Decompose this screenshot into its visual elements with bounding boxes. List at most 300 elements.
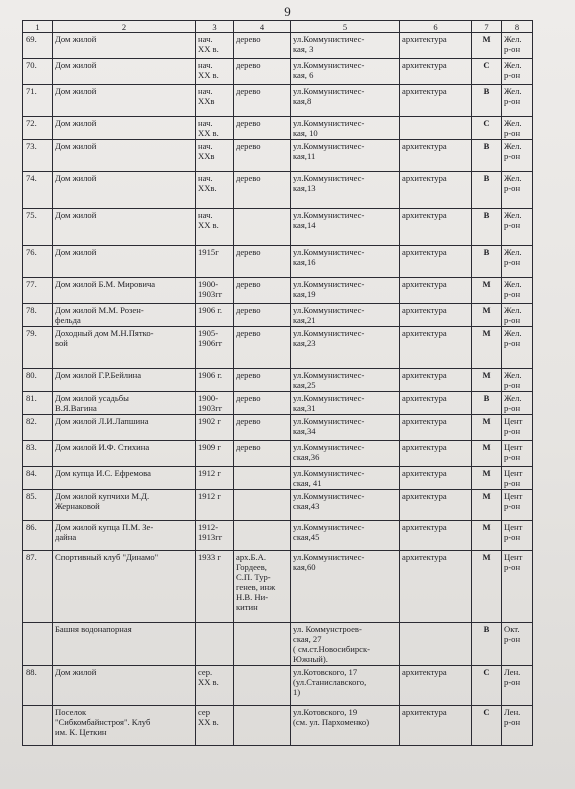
column-number-row [23, 21, 533, 33]
cell-district-line: р-он [504, 151, 521, 161]
cell-date-line: 1915г [198, 247, 219, 257]
cell-name-line: Дом жилой [55, 667, 97, 677]
cell-address-line: (ул.Станиславского, [293, 677, 367, 687]
table-row [23, 278, 533, 304]
cell-district [502, 441, 533, 467]
cell-address [291, 369, 400, 392]
cell-name [53, 369, 196, 392]
cell-district [502, 246, 533, 278]
cell-address [291, 467, 400, 490]
cell-address-line: ( см.ст.Новосибирск- [293, 644, 371, 654]
cell-district [502, 304, 533, 327]
cell-number: 70. [23, 59, 53, 85]
cell-district-line: Жел. [504, 305, 522, 315]
cell-number: 78. [23, 304, 53, 327]
cell-district-line: р-он [504, 426, 521, 436]
cell-name [53, 140, 196, 172]
cell-date [196, 551, 234, 623]
cell-address-line: ул.Коммунистичес- [293, 141, 365, 151]
cell-type: архитектура [400, 706, 472, 746]
cell-district-line: Жел. [504, 173, 522, 183]
cell-district-line: Жел. [504, 247, 522, 257]
cell-date-line: XX в. [198, 44, 219, 54]
cell-district-line: Жел. [504, 60, 522, 70]
cell-name-line: им. К. Цеткин [55, 727, 107, 737]
cell-date-line: 1903гг [198, 403, 223, 413]
cell-number: 73. [23, 140, 53, 172]
cell-address [291, 623, 400, 666]
cell-type: архитектура [400, 551, 472, 623]
cell-name-line: Доходный дом М.Н.Пятко- [55, 328, 154, 338]
cell-district [502, 140, 533, 172]
column-number: 4 [234, 21, 291, 33]
cell-name-line: Дом жилой [55, 210, 97, 220]
cell-date [196, 490, 234, 521]
cell-district [502, 467, 533, 490]
cell-address [291, 441, 400, 467]
cell-material-line: дерево [236, 370, 261, 380]
table-row [23, 369, 533, 392]
cell-district [502, 666, 533, 706]
cell-material-line: дерево [236, 141, 261, 151]
cell-date-line: 1902 г [198, 416, 221, 426]
cell-name-line: Дом жилой Б.М. Мировича [55, 279, 156, 289]
cell-number: 75. [23, 209, 53, 246]
cell-category: М [472, 490, 502, 521]
cell-district-line: Цент [504, 416, 523, 426]
cell-number: 72. [23, 117, 53, 140]
table-row [23, 490, 533, 521]
cell-material [234, 666, 291, 706]
cell-date-line: XXв [198, 96, 215, 106]
cell-date-line: 1912 г [198, 491, 221, 501]
cell-date-line: 1905- [198, 328, 219, 338]
cell-material [234, 623, 291, 666]
cell-category: С [472, 59, 502, 85]
cell-date-line: 1906гг [198, 338, 223, 348]
cell-type: архитектура [400, 209, 472, 246]
cell-material [234, 490, 291, 521]
cell-type: архитектура [400, 441, 472, 467]
cell-address [291, 706, 400, 746]
cell-address-line: ул.Коммунистичес- [293, 468, 365, 478]
cell-district-line: р-он [504, 634, 521, 644]
cell-material-line: дерево [236, 442, 261, 452]
cell-address [291, 85, 400, 117]
cell-address-line: ул.Коммунистичес- [293, 442, 365, 452]
cell-name-line: Дом жилой И.Ф. Стихина [55, 442, 150, 452]
cell-material-line: дерево [236, 279, 261, 289]
cell-address [291, 209, 400, 246]
cell-address [291, 327, 400, 369]
cell-name [53, 327, 196, 369]
cell-address-line: ул.Коммунистичес- [293, 393, 365, 403]
cell-type: архитектура [400, 666, 472, 706]
cell-category: М [472, 467, 502, 490]
column-number: 3 [196, 21, 234, 33]
cell-category: М [472, 278, 502, 304]
cell-type: архитектура [400, 246, 472, 278]
cell-number: 84. [23, 467, 53, 490]
cell-name-line: вой [55, 338, 68, 348]
table-row [23, 59, 533, 85]
cell-district-line: р-он [504, 562, 521, 572]
cell-name-line: Дом жилой [55, 247, 97, 257]
cell-district [502, 415, 533, 441]
cell-district [502, 59, 533, 85]
cell-district [502, 551, 533, 623]
cell-address-line: кая,8 [293, 96, 312, 106]
cell-date-line: сер. [198, 667, 213, 677]
cell-material-line: дерево [236, 247, 261, 257]
cell-category: В [472, 172, 502, 209]
cell-material-line: дерево [236, 393, 261, 403]
column-number: 8 [502, 21, 533, 33]
cell-district [502, 490, 533, 521]
table-row [23, 521, 533, 551]
cell-date-line: сер [198, 707, 211, 717]
cell-address [291, 140, 400, 172]
cell-number: 79. [23, 327, 53, 369]
cell-number: 81. [23, 392, 53, 415]
cell-date-line: XXв [198, 151, 215, 161]
cell-name [53, 441, 196, 467]
cell-number: 71. [23, 85, 53, 117]
cell-district-line: р-он [504, 452, 521, 462]
cell-address [291, 246, 400, 278]
cell-category: С [472, 666, 502, 706]
cell-number: 69. [23, 33, 53, 59]
cell-date [196, 85, 234, 117]
cell-date-line: нач. [198, 118, 213, 128]
cell-district-line: Жел. [504, 86, 522, 96]
cell-name-line: Дом жилой [55, 34, 97, 44]
cell-district [502, 521, 533, 551]
cell-district-line: р-он [504, 128, 521, 138]
cell-address-line: кая,16 [293, 257, 316, 267]
cell-name-line: Дом жилой Г.Р.Бейлина [55, 370, 142, 380]
cell-date-line: 1913гг [198, 532, 223, 542]
cell-number: 86. [23, 521, 53, 551]
cell-name [53, 623, 196, 666]
cell-name-line: Дом купца И.С. Ефремова [55, 468, 151, 478]
cell-number: 87. [23, 551, 53, 623]
cell-district-line: р-он [504, 315, 521, 325]
cell-address-line: кая,34 [293, 426, 316, 436]
table-row [23, 623, 533, 666]
cell-material [234, 59, 291, 85]
table-row [23, 666, 533, 706]
cell-material [234, 327, 291, 369]
cell-name-line: Дом жилой [55, 86, 97, 96]
cell-date [196, 623, 234, 666]
cell-category: М [472, 33, 502, 59]
cell-number [23, 623, 53, 666]
cell-material [234, 304, 291, 327]
cell-material-line: дерево [236, 416, 261, 426]
cell-district-line: р-он [504, 70, 521, 80]
cell-address-line: кая,31 [293, 403, 316, 413]
cell-name-line: Дом жилой [55, 141, 97, 151]
cell-address-line: ская,36 [293, 452, 320, 462]
cell-district [502, 117, 533, 140]
cell-address-line: (см. ул. Пархоменко) [293, 717, 370, 727]
cell-district-line: Жел. [504, 328, 522, 338]
cell-address-line: ул.Коммунистичес- [293, 305, 365, 315]
cell-district [502, 33, 533, 59]
cell-number [23, 706, 53, 746]
cell-name-line: Дом жилой М.М. Розен- [55, 305, 144, 315]
column-number: 6 [400, 21, 472, 33]
table-row [23, 551, 533, 623]
cell-district-line: Жел. [504, 370, 522, 380]
cell-date [196, 172, 234, 209]
cell-name-line: Дом жилой [55, 118, 97, 128]
cell-district-line: Окт. [504, 624, 520, 634]
cell-address-line: ул.Коммунистичес- [293, 491, 365, 501]
cell-address-line: 1) [293, 687, 301, 697]
table-row [23, 392, 533, 415]
cell-name [53, 246, 196, 278]
cell-type: архитектура [400, 278, 472, 304]
cell-name-line: Дом жилой [55, 173, 97, 183]
cell-date [196, 327, 234, 369]
cell-date [196, 304, 234, 327]
cell-number: 82. [23, 415, 53, 441]
cell-name [53, 172, 196, 209]
cell-date-line: XX в. [198, 220, 219, 230]
cell-name [53, 209, 196, 246]
cell-district-line: Цент [504, 522, 523, 532]
cell-district-line: Жел. [504, 279, 522, 289]
table-row [23, 209, 533, 246]
cell-address-line: кая,14 [293, 220, 316, 230]
cell-district [502, 369, 533, 392]
cell-date [196, 392, 234, 415]
table-row [23, 467, 533, 490]
cell-district [502, 392, 533, 415]
cell-district-line: Жел. [504, 141, 522, 151]
cell-address-line: кая,23 [293, 338, 316, 348]
cell-date-line: 1900- [198, 279, 219, 289]
cell-date-line: 1903гг [198, 289, 223, 299]
cell-date-line: 1933 г [198, 552, 221, 562]
cell-address-line: ул.Котовского, 17 [293, 667, 358, 677]
cell-address-line: кая,13 [293, 183, 316, 193]
table-row [23, 117, 533, 140]
cell-district [502, 706, 533, 746]
cell-date [196, 415, 234, 441]
cell-name-line: Дом жилой купца П.М. Зе- [55, 522, 154, 532]
cell-date-line: XX в. [198, 677, 219, 687]
cell-date-line: нач. [198, 141, 213, 151]
cell-district [502, 327, 533, 369]
cell-date-line: нач. [198, 34, 213, 44]
cell-material-line: дерево [236, 60, 261, 70]
cell-address [291, 33, 400, 59]
cell-name-line: Дом жилой [55, 60, 97, 70]
table-row [23, 327, 533, 369]
cell-address-line: ул. Коммунстроев- [293, 624, 362, 634]
cell-date [196, 666, 234, 706]
cell-type: архитектура [400, 33, 472, 59]
cell-address-line: ская,43 [293, 501, 320, 511]
cell-date [196, 441, 234, 467]
cell-name-line: "Сибкомбайнстроя". Клуб [55, 717, 151, 727]
cell-material [234, 140, 291, 172]
cell-material-line: дерево [236, 328, 261, 338]
cell-category: М [472, 369, 502, 392]
cell-category: В [472, 140, 502, 172]
cell-district-line: р-он [504, 532, 521, 542]
cell-material-line: дерево [236, 118, 261, 128]
cell-name-line: Поселок [55, 707, 87, 717]
page-number: 9 [284, 4, 291, 19]
cell-name-line: Спортивный клуб "Динамо" [55, 552, 159, 562]
cell-address-line: кая, 6 [293, 70, 314, 80]
cell-date-line: 1906 г. [198, 305, 223, 315]
cell-date-line: 1900- [198, 393, 219, 403]
cell-date-line: нач. [198, 173, 213, 183]
cell-address-line: ская,45 [293, 532, 320, 542]
cell-type [400, 623, 472, 666]
cell-district-line: р-он [504, 96, 521, 106]
cell-type: архитектура [400, 521, 472, 551]
cell-district [502, 278, 533, 304]
table-row [23, 441, 533, 467]
cell-date-line: XX в. [198, 717, 219, 727]
cell-material [234, 521, 291, 551]
cell-date [196, 369, 234, 392]
cell-address [291, 490, 400, 521]
cell-name [53, 117, 196, 140]
cell-date-line: 1912 г [198, 468, 221, 478]
cell-material [234, 278, 291, 304]
cell-address-line: кая,21 [293, 315, 316, 325]
cell-name [53, 33, 196, 59]
cell-category: С [472, 117, 502, 140]
cell-material [234, 441, 291, 467]
cell-address [291, 392, 400, 415]
cell-type: архитектура [400, 369, 472, 392]
cell-type: архитектура [400, 415, 472, 441]
cell-type: архитектура [400, 490, 472, 521]
cell-date [196, 209, 234, 246]
cell-material-line: арх.Б.А. [236, 552, 266, 562]
table-row [23, 304, 533, 327]
cell-address [291, 666, 400, 706]
cell-category: В [472, 623, 502, 666]
cell-date [196, 706, 234, 746]
table-row [23, 415, 533, 441]
cell-address-line: ул.Коммунистичес- [293, 328, 365, 338]
cell-district-line: Жел. [504, 118, 522, 128]
cell-date [196, 140, 234, 172]
cell-address-line: кая,11 [293, 151, 316, 161]
cell-address [291, 415, 400, 441]
cell-type: архитектура [400, 327, 472, 369]
cell-district-line: Жел. [504, 210, 522, 220]
cell-district-line: р-он [504, 380, 521, 390]
cell-name-line: Башня водонапорная [55, 624, 132, 634]
cell-material [234, 246, 291, 278]
cell-district-line: р-он [504, 478, 521, 488]
cell-name [53, 278, 196, 304]
cell-name [53, 304, 196, 327]
cell-district-line: Лен. [504, 667, 521, 677]
column-number: 7 [472, 21, 502, 33]
cell-material [234, 551, 291, 623]
cell-address-line: кая,19 [293, 289, 316, 299]
cell-name [53, 415, 196, 441]
cell-name [53, 467, 196, 490]
cell-district [502, 172, 533, 209]
cell-district-line: р-он [504, 677, 521, 687]
cell-address-line: ул.Котовского, 19 [293, 707, 358, 717]
cell-district-line: р-он [504, 220, 521, 230]
cell-material [234, 415, 291, 441]
cell-district-line: р-он [504, 338, 521, 348]
cell-date-line: 1906 г. [198, 370, 223, 380]
cell-material-line: дерево [236, 86, 261, 96]
cell-date [196, 521, 234, 551]
cell-address-line: ул.Коммунистичес- [293, 86, 365, 96]
cell-district-line: Цент [504, 491, 523, 501]
cell-name [53, 59, 196, 85]
cell-number: 77. [23, 278, 53, 304]
cell-category: М [472, 441, 502, 467]
cell-number: 88. [23, 666, 53, 706]
cell-material [234, 117, 291, 140]
cell-category: М [472, 521, 502, 551]
cell-address-line: ул.Коммунистичес- [293, 552, 365, 562]
cell-material [234, 369, 291, 392]
cell-number: 85. [23, 490, 53, 521]
cell-district-line: Жел. [504, 34, 522, 44]
cell-address-line: кая, 3 [293, 44, 314, 54]
table-row [23, 172, 533, 209]
cell-address-line: кая, 10 [293, 128, 318, 138]
cell-district-line: р-он [504, 717, 521, 727]
column-number: 5 [291, 21, 400, 33]
cell-district-line: Цент [504, 552, 523, 562]
cell-district-line: Цент [504, 442, 523, 452]
cell-date [196, 117, 234, 140]
cell-name-line: Дом жилой усадьбы [55, 393, 129, 403]
cell-name [53, 666, 196, 706]
cell-date [196, 33, 234, 59]
cell-type: архитектура [400, 172, 472, 209]
cell-address [291, 59, 400, 85]
cell-name-line: Дом жилой купчихи М.Д. [55, 491, 150, 501]
cell-address [291, 304, 400, 327]
cell-material-line: С.П. Тур- [236, 572, 271, 582]
cell-date [196, 278, 234, 304]
table-row [23, 85, 533, 117]
column-number: 1 [23, 21, 53, 33]
cell-number: 74. [23, 172, 53, 209]
cell-material-line: дерево [236, 305, 261, 315]
cell-date-line: XX в. [198, 70, 219, 80]
cell-material-line: дерево [236, 34, 261, 44]
monuments-table [22, 20, 533, 746]
cell-district-line: р-он [504, 289, 521, 299]
cell-address-line: ул.Коммунистичес- [293, 522, 365, 532]
cell-name-line: дайна [55, 532, 77, 542]
cell-name-line: В.Я.Вагина [55, 403, 97, 413]
cell-date [196, 467, 234, 490]
cell-district [502, 209, 533, 246]
